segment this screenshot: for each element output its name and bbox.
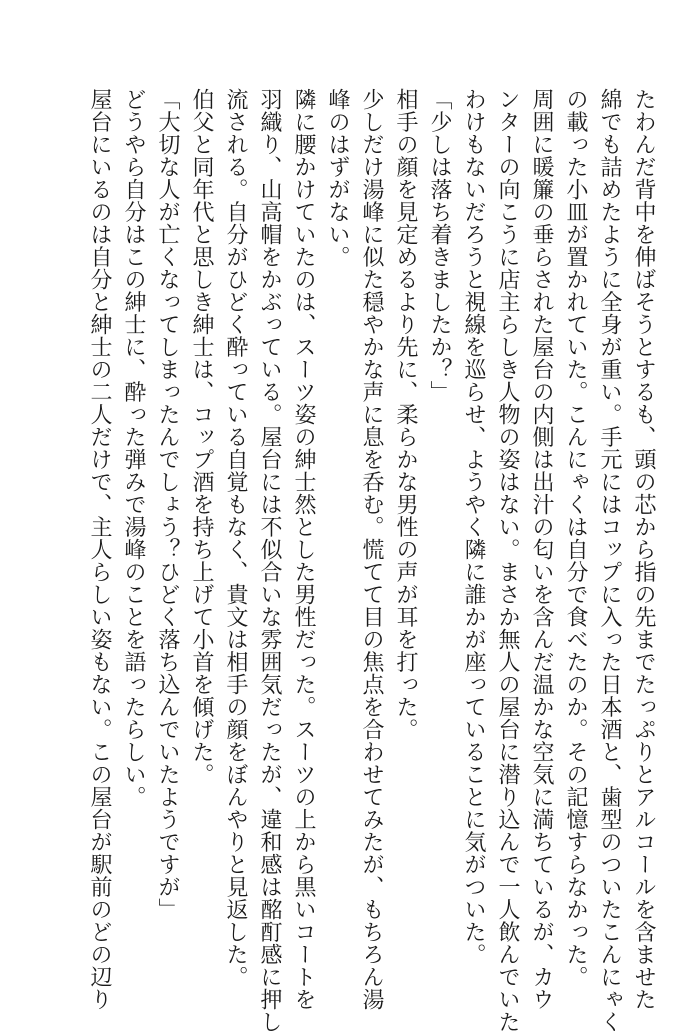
text-line-14: 伯父と同年代と思しき紳士は、コップ酒を持ち上げて小首を傾げた。 <box>189 88 214 786</box>
text-line-10: 峰のはずがない。 <box>325 88 350 268</box>
text-line-8: 相手の顔を見定めるより先に、柔らかな男性の声が耳を打った。 <box>393 88 418 741</box>
text-line-12: 羽織り、山高帽をかぶっている。屋台には不似合いな雰囲気だったが、違和感は酩酊感に押し <box>257 88 282 1033</box>
text-line-1: たわんだ背中を伸ばそうとするも、頭の芯から指の先までたっぷりとアルコールを含ませた <box>631 88 656 1011</box>
vertical-text-body <box>82 88 660 1033</box>
text-line-13: 流される。自分がひどく酔っている自覚もなく、貴文は相手の顔をぼんやりと見返した。 <box>223 88 248 988</box>
text-line-7: 「少しは落ち着きましたか？」 <box>427 88 452 403</box>
text-line-6: わけもないだろうと視線を巡らせ、ようやく隣に誰かが座っていることに気がついた。 <box>461 88 486 966</box>
text-line-15: 「大切な人が亡くなってしまったんでしょう？ひどく落ち込んでいたようですが」 <box>155 88 180 921</box>
text-line-5: ンターの向こうに店主らしき人物の姿はない。まさか無人の屋台に潜り込んで一人飲んでいた <box>495 88 520 1033</box>
text-line-17: 屋台にいるのは自分と紳士の二人だけで、主人らしい姿もない。この屋台が駅前のどの辺り <box>87 88 112 1011</box>
text-line-3: の載った小皿が置かれていた。こんにゃくは自分で食べたのか。その記憶すらなかった。 <box>563 88 588 988</box>
text-line-4: 周囲に暖簾の垂らされた屋台の内側は出汁の匂いを含んだ温かな空気に満ちているが、カウ <box>529 88 554 1011</box>
text-line-11: 隣に腰かけていたのは、スーツ姿の紳士然とした男性だった。スーツの上から黒いコートを <box>291 88 316 1011</box>
text-line-9: 少しだけ湯峰に似た穏やかな声に息を呑む。慌てて目の焦点を合わせてみたが、もちろん湯 <box>359 88 384 1011</box>
text-line-16: どうやら自分はこの紳士に、酔った弾みで湯峰のことを語ったらしい。 <box>121 88 146 808</box>
text-line-2: 綿でも詰めたように全身が重い。手元にはコップに入った日本酒と、歯型のついたこんにゃく <box>597 88 622 1033</box>
